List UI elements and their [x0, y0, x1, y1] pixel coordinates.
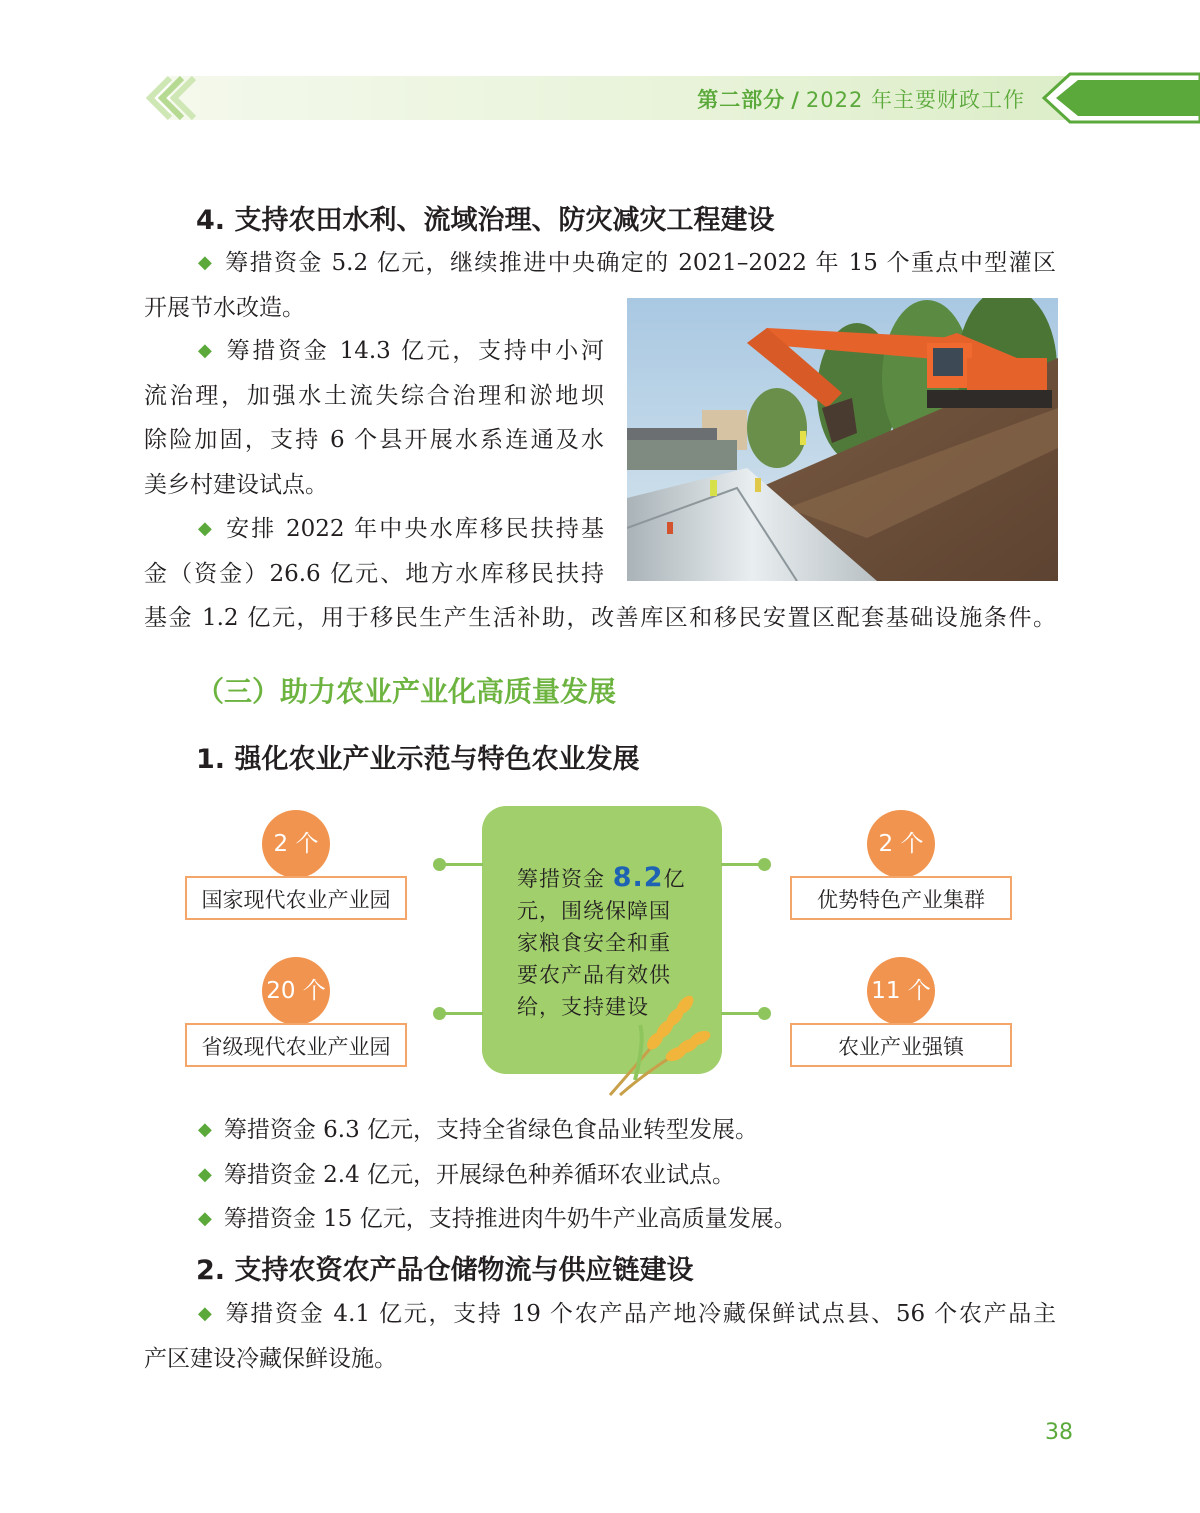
center-text-pre: 筹措资金: [517, 867, 605, 891]
diamond-bullet-icon: ◆: [198, 252, 214, 273]
sub1-heading: 1. 强化农业产业示范与特色农业发展: [196, 744, 640, 775]
chevron-left-icon: [140, 72, 200, 124]
dot-left-bottom: [433, 1007, 446, 1020]
diamond-bullet-icon: ◆: [198, 1119, 212, 1140]
page-number: 38: [1045, 1420, 1073, 1445]
para3-line3: 基金 1.2 亿元，用于移民生产生活补助，改善库区和移民安置区配套基础设施条件。: [144, 605, 1056, 631]
para2-line2: 流治理，加强水土流失综合治理和淤地坝: [144, 382, 604, 409]
sub2-para: ◆ 筹措资金 4.1 亿元，支持 19 个农产品产地冷藏保鲜试点县、56 个农产品主 产区建设冷藏保鲜设施。: [144, 1301, 1057, 1372]
dot-left-top: [433, 858, 446, 871]
count-circle: 11 个: [867, 957, 935, 1025]
diamond-bullet-icon: ◆: [198, 1303, 214, 1324]
para1-line1: 筹措资金 5.2 亿元，继续推进中央确定的 2021–2022 年 15 个重点中型灌区: [225, 250, 1057, 276]
para2-line4: 美乡村建设试点。: [144, 471, 328, 498]
list-item: ◆ 筹措资金 6.3 亿元，支持全省绿色食品业转型发展。: [198, 1117, 759, 1143]
section3-heading: （三）助力农业产业化高质量发展: [196, 675, 617, 708]
wheat-icon: [600, 980, 720, 1100]
diamond-bullet-icon: ◆: [198, 1208, 212, 1229]
para1-line2: 开展节水改造。: [144, 294, 305, 321]
connector-left-bottom: [440, 1012, 483, 1015]
section4-para-2: [144, 329, 604, 507]
section4-para-3: [144, 507, 1056, 641]
section4-heading: 4. 支持农田水利、流域治理、防灾减灾工程建设: [196, 205, 775, 236]
header-subtitle: 2022 年主要财政工作: [805, 88, 1025, 112]
header-tab: [1040, 72, 1200, 124]
header-banner: [140, 72, 1200, 124]
para3-line1: 安排 2022 年中央水库移民扶持基: [226, 516, 605, 542]
item-label: 省级现代农业产业园: [185, 1023, 407, 1067]
list-item: ◆ 筹措资金 15 亿元，支持推进肉牛奶牛产业高质量发展。: [198, 1206, 797, 1232]
center-amount: 8.2: [612, 862, 664, 893]
funding-infographic: [180, 800, 1030, 1105]
count-circle: 2 个: [867, 810, 935, 878]
header-separator: /: [791, 88, 800, 112]
diamond-bullet-icon: ◆: [198, 518, 215, 539]
header-title: [697, 84, 1025, 114]
list-item: ◆ 筹措资金 2.4 亿元，开展绿色种养循环农业试点。: [198, 1161, 736, 1188]
dot-right-top: [758, 858, 771, 871]
count-circle: 2 个: [262, 810, 330, 878]
dot-right-bottom: [758, 1007, 771, 1020]
para3-line2: 金（资金）26.6 亿元、地方水库移民扶持: [144, 560, 604, 587]
center-text-post: 亿元，围绕保障国家粮食安全和重要农产品有效供给，支持建设: [517, 867, 686, 1019]
sub1-bullets: [198, 1108, 1058, 1242]
count-circle: 20 个: [262, 957, 330, 1025]
diamond-bullet-icon: ◆: [198, 1163, 212, 1185]
item-label: 国家现代农业产业园: [185, 876, 407, 920]
header-part: 第二部分: [697, 88, 786, 112]
sub2-heading: 2. 支持农资农产品仓储物流与供应链建设: [196, 1255, 694, 1286]
diamond-bullet-icon: ◆: [198, 340, 215, 361]
item-label: 农业产业强镇: [790, 1023, 1012, 1067]
connector-left-top: [440, 863, 483, 866]
para2-line1: 筹措资金 14.3 亿元，支持中小河: [226, 338, 605, 364]
item-label: 优势特色产业集群: [790, 876, 1012, 920]
para2-line3: 除险加固，支持 6 个县开展水系连通及水: [144, 427, 604, 453]
